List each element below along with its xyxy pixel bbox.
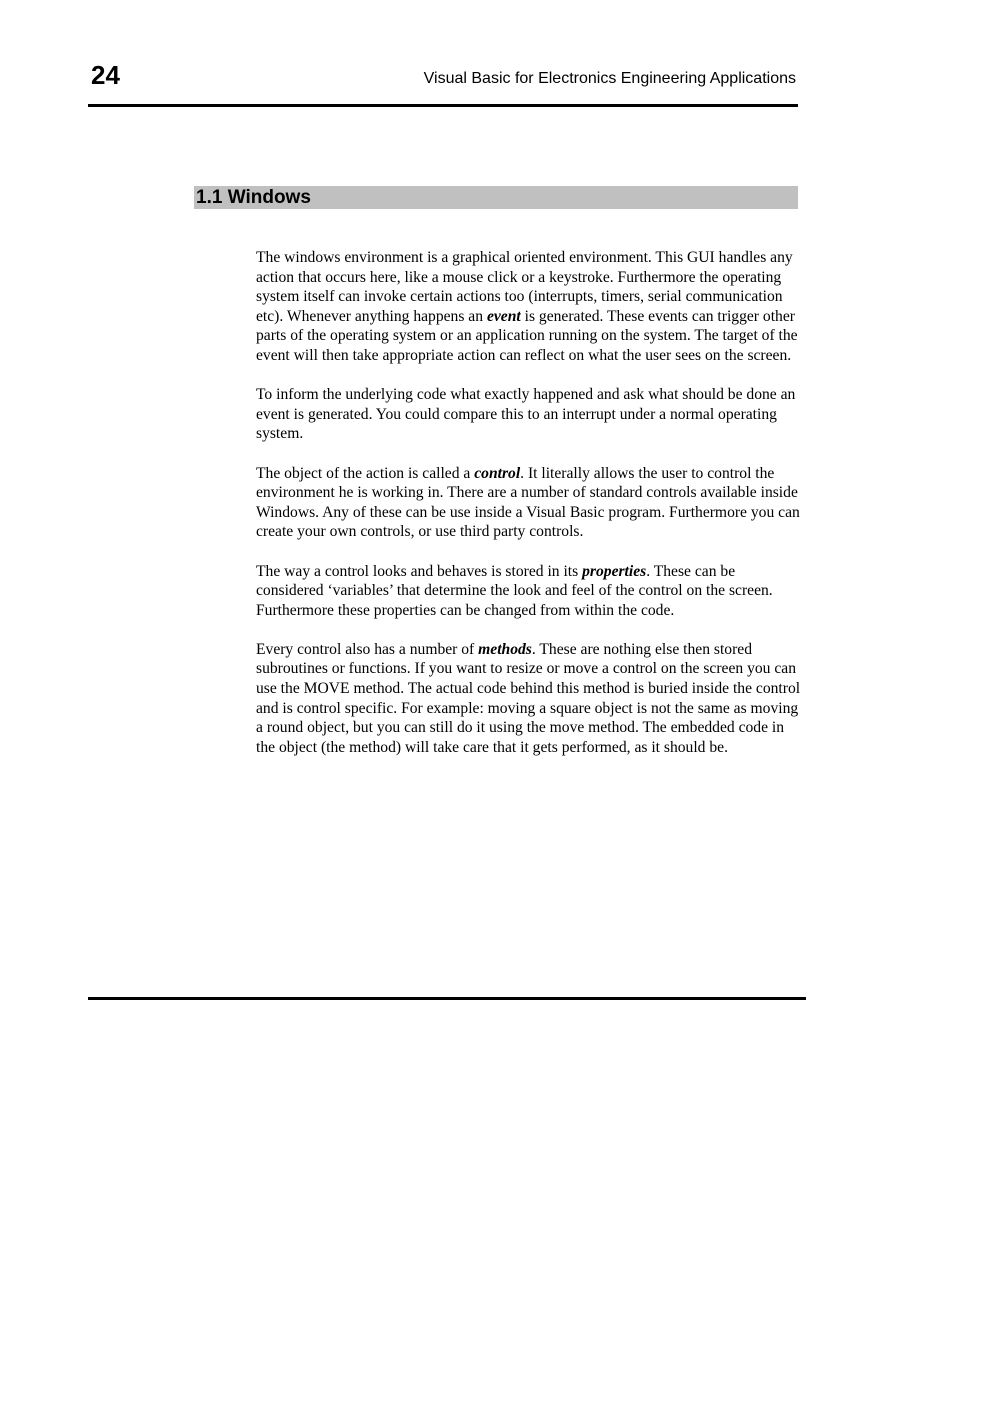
- term-methods: methods: [478, 640, 532, 658]
- paragraph-text: To inform the underlying code what exactly happened and ask what should be done an event is generated. You could compare this to an interrupt under a normal operating system.: [256, 386, 796, 443]
- term-control: control: [474, 464, 521, 482]
- paragraph-control: [256, 464, 801, 542]
- paragraph-text: . These can be considered ‘variables’ that determine the look and feel of the control on the screen. Furthermore these properties can be changed from within the code.: [256, 562, 773, 619]
- term-properties: properties: [582, 562, 647, 580]
- paragraph-text: . It literally allows the user to control the environment he is working in. There are a number of standard controls available inside Windows. Any of these can be use inside a Visual Basic program. Furthermore you can create your own controls, or use third party controls.: [256, 464, 800, 541]
- term-event: event: [486, 307, 521, 325]
- paragraph-methods: [256, 640, 801, 758]
- paragraph-properties: [256, 562, 801, 621]
- paragraph-text: is generated. These events can trigger other parts of the operating system or an application running on the system. The target of the event will then take appropriate action can reflect on what the user sees on the screen.: [256, 307, 798, 364]
- paragraph-text: Every control also has a number of: [256, 640, 479, 658]
- header-rule: [88, 104, 798, 107]
- page-number: 24: [91, 60, 120, 90]
- paragraph-interrupt: [256, 385, 801, 444]
- running-header-title: Visual Basic for Electronics Engineering Applications: [423, 70, 796, 87]
- body-text: [256, 248, 801, 777]
- footer-rule: [88, 997, 806, 1000]
- section-heading: 1.1 Windows: [194, 186, 798, 209]
- paragraph-text: The windows environment is a graphical oriented environment. This GUI handles any action that occurs here, like a mouse click or a keystroke. Furthermore the operating system itself can invoke certain actions too (interrupts, timers, serial communication etc). Whenever anything happens an: [256, 249, 793, 325]
- paragraph-text: The way a control looks and behaves is stored in its: [256, 562, 583, 580]
- paragraph-events: [256, 248, 801, 366]
- paragraph-text: . These are nothing else then stored subroutines or functions. If you want to resize or move a control on the screen you can use the MOVE method. The actual code behind this method is buried inside the control and is control specific. For example: moving a square object is not the same as moving a round object, but you can still do it using the move method. The embedded code in the object (the method) will take care that it gets performed, as it should be.: [256, 640, 801, 756]
- paragraph-text: The object of the action is called a: [256, 464, 475, 482]
